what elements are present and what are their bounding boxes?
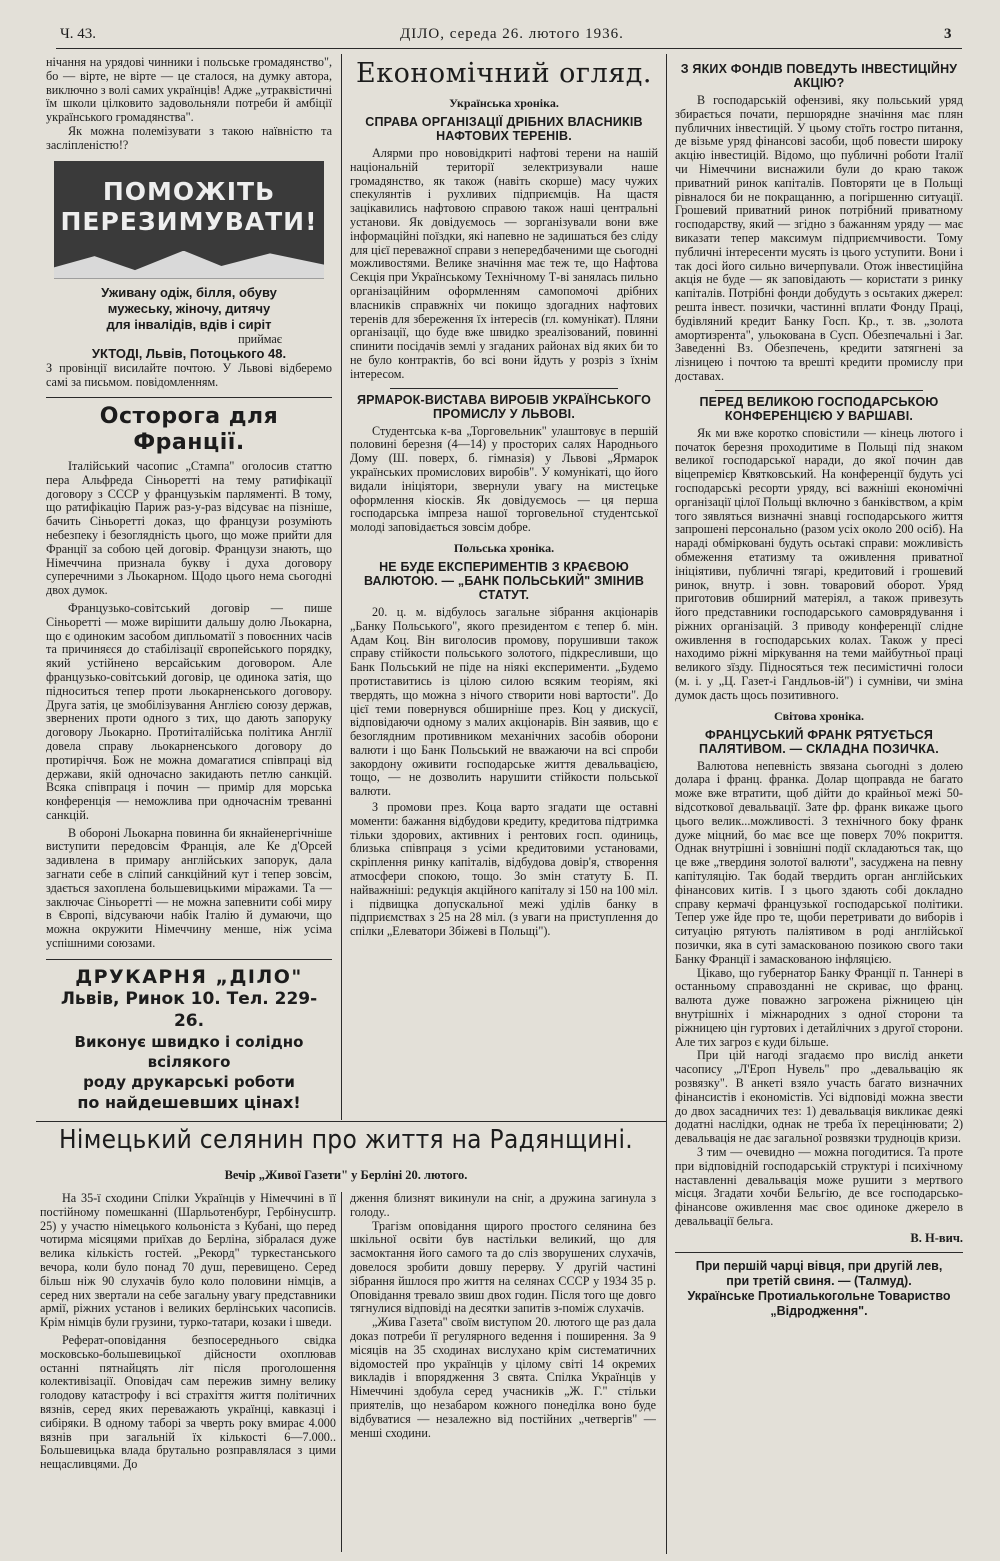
investment-funds-headline: З ЯКИХ ФОНДІВ ПОВЕДУТЬ ІНВЕСТИЦІЙНУ АКЦІЮ? <box>680 62 958 90</box>
german-peasant-p5: „Жива Газета" своїм виступом 20. лютого ще раз дала доказ потреби її регулярного ведення і поширення. За 9 місяців на 35 сходинах вислухано крім систематичних відомостей про українців у цілому світі 14 окремих викладів і впорядження 3 свята. Спілка Українців у Німеччині здобула серед учасників „Ж. Г." стільки приятелів, що незабаром кожного понеділка воно буде відбуватися — незалежно від постійних „четвергів" — менші сходини. <box>350 1315 656 1440</box>
ad-line-2: мужеську, жіночу, дитячу <box>107 300 271 316</box>
german-peasant-p3: дження близнят викинули на сніг, а дружина загинула з голоду.. <box>350 1192 656 1219</box>
french-franc-text: Валютова непевність звязана сьогодні з долею долара і франц. франка. Долар щоправда не багато може вже втратити, щоб дійти до крайньої межі 50-відсоткової девальвації. Зате фр. франк викаже цього цього велик...можливості. З технічного боку франк дуже міцний, бо має все ще поверх 70% покриття. Однак внутрішні і зовнішні події складаються так, що це вже „твердиня золотої валюти", засуджена на певну капітуляцію. Так бодай твердить орган англійських фінансових китів. І з цього здають собі докладно справу кермачі французької господарської політики. Тепер уже йде про те, щоби перетривати до виборів і ситуацію рятують паліятивом в роді англійської позички, яка в суті замаскованою позикою свого таки Банку Франції і замаскованою інфляцією. <box>675 758 963 966</box>
ad-line-6: З провінції висилайте почтою. У Львові відберемо самі за письмом. повідомленням. <box>46 361 332 390</box>
investment-funds-text: В господарській офензиві, яку польський уряд збирається почати, першорядне значіння має плян публичних інвестицій. У цьому стоїть гостро питання, де візьме уряд фінансові засоби, щоб повести широку акцію інвестицій. Відомо, що публичні роботи Італії чи Німеччини виснажили були до краю також приватний ринок капіталів. Повторяти це в Польщі рівналося би не покращанню, а погіршенню ситуації. Грошевий приватний ринок потрібний приватному господарству, який — згідно з бажанням уряду — має виказати тепер максимум підприємчивости. Тому публичні інтересенти мусять із цього уступити. Вони і так досі його сильно вичерпували. Отож інвестиційна акція не буде — як заповідають — користати з ринку капіталів. Потрібні фонди добудуть з осьтаких джерел: решта інвест. позички, частинні вплати Фонду Праці, будівляний кредит Банку Госп. Кр., т. зв. „золота амортизрента", ульокована в Сусп. Обезпечальні і Заг. Заведенні Вз. Обезпечень, кредити затягнені за лізницею і почтою та врешті кредити промислу при доставах. <box>675 93 963 383</box>
economic-conference-headline: ПЕРЕД ВЕЛИКОЮ ГОСПОДАРСЬКОЮ КОНФЕРЕНЦІЄЮ У ВАРШАВІ. <box>699 394 939 423</box>
french-franc-text-3: При цій нагоді згадаємо про вислід анкети часопису „Л'Ероп Нувель" про „девальвацію як розвязку". В анкеті взяло участь багато визначних фінансистів і економістів. Усі відповіді можна звести до двох засадничих тез: 1) девальвація викликає деякі додатні наслідки, однак не треба їх перецінювати; 2) девальвація не дає загальної розвязки трудноців кризи. <box>675 1048 963 1146</box>
oil-owners-text: Алярми про нововідкриті нафтові терени на нашій національній території зелектризували наше громадянство, як також (навіть скорше) масу чужих спекулянтів і рухливих підприємців. На щастя зацікавились нафтовою справою також наші центральні установи. Як довідуємось — зорганізували вони вже інформаційні поїздки, які напевно не задишаться без сліду для цієї переважної справи з непередбаченими ще сьогодні можливостями. Велике значіння має теж те, що Нафтова Секція при Українському Технічному Т-ві занялась пильно організаційним оформленням самопомочі дрібних власників справжніх чи покищо здогадних нафтових теренів для збереження їх інтересів (гл. комунікат). Пляни організації, що буде вже швидко зреалізований, повинні спинити посідачів землі у згаданих районах від яких би то не було контрактів, бо всі вони йдуть у розріз з їхнім інтересом. <box>350 146 658 381</box>
warning-france-p1: Італійський часопис „Стампа" оголосив статтю пера Альфреда Сіньоретті на тему ратифікації договору з СССР у французькім парляменті. В тому, що ратифікацію Париж раз-у-раз відсуває на пізніше, бачить Сіньоретті доказ, що французи розуміють небезпеку і безоглядність цього, що може прийти для Франції за собою цей договір. Французи знають, що Німеччина признала букву і духа договору суперечними з Льокарном. Щодо цього нема сьогодні двох думок. <box>46 458 332 598</box>
german-peasant-p1: На 35-ї сходини Спілки Українців у Німеччині в її постійному помешканні (Шарльотенбург, Гербінусштр. 25) у участю німецького кольоніста з Кубані, що перед чотирма місяцями приїхав до Берліна, зібралася дуже велика кількість гостей. „Рекорд" туркестанського вечора, коли було понад 70 душ, перевищено. Серед більш ніж 90 слухачів було коло половини німців, а серед них звертали на себе загальну увагу представники армії, ріжних установ і великих берлінських часописів. Крім німців були грузини, турко-татари, козаки і шведи. <box>40 1192 336 1330</box>
bank-polski-text: 20. ц. м. відбулось загальне зібрання акціонарів „Банку Польського", якого президентом є тепер б. мін. Адам Коц. Він вигoлосив промову, порушивши також справу стійкости польського золотого, підкресливши, що Банк Польський не піде на ніякі експерименти. „Будемо протиставитись із цілою силою всяким теоріям, які твердять, що можна з нічого створити нові вартости". До цієї теми повернувся обширніше през. Коц у дискусії, відповідаючи одному з малих акціонарів. Він заявив, що є безоглядним противником механічних засобів оборони валюти і що Банк Польський не вважаючи на всі спроби закордону оживити господарське життя девальвацією, тощо, — не дозволить нарушити стійкости польської валюти. <box>350 604 658 799</box>
warning-france-p2: Французько-совітський договір — пише Сіньоретті — може вирішити дальшу долю Льокарна, що є одиноким засобом дипльоматії з повоєнних часів та причиняєся до стабілізації європейського порядку, який устійнено версайським договором. Але французько-совітський договір, це одинока затія, що підноситься тепер проти льокарненського договору. Друга затія, це змобілізування Англією союзу держав, звернених проти одного з тих, що дають запоруку договору Льокарно. Протиіталійська політика Англії довела справу льокарненського договору до протиріччя. Бож не можна домагатися співпраці від держави, якій одночасно закидають петлю санкцій. Всяка співпраця і почин — примір для морська конференція — неможлива при одночаснім треванні санкцій. <box>46 600 332 822</box>
bottom-column-rule <box>341 1192 342 1552</box>
column-middle <box>350 58 658 1118</box>
ad-line-5: УКТОДІ, Львів, Потоцького 48. <box>91 346 287 362</box>
winter-help-banner <box>54 161 324 279</box>
divider <box>715 390 923 391</box>
bank-polski-headline: НЕ БУДЕ ЕКСПЕРИМЕНТІВ З КРАЄВОЮ ВАЛЮТОЮ. — „БАНК ПОЛЬСЬКИЙ" ЗМІНИВ СТАТУТ. <box>363 559 645 602</box>
print-line-1: ДРУКАРНЯ „ДІЛО" <box>75 965 303 988</box>
ad-line-1: Уживану одіж, білля, обуву <box>101 284 277 300</box>
ad-line-3: для інвалідів, вдів і сиріт <box>106 316 272 332</box>
german-peasant-p4: Трагізм оповідання щирого простого селянина без шкільної освіти був настільки великий, що для засмоктання його самого та до сліз зворушених слухачів, довелося зробити довшу перерву. У другій частині зібрання йшлося про життя на селянах СССР у 1934 35 р. Оповідання тревало звиш двох годин. Після того ще довго тягнулися відповіді на десятки запитів з-поміж слухачів. <box>350 1218 656 1316</box>
column-right <box>675 58 963 1558</box>
warning-france-headline: Осторога для Франції. <box>99 403 279 455</box>
article-tail-end: Як можна полемізувати з такою наївністю та засліпленістю!? <box>46 123 332 152</box>
banner-line-2: ПЕРЕЗИМУВАТИ! <box>60 206 318 236</box>
bottom-section-rule <box>36 1121 666 1122</box>
masthead: ДІЛО, середа 26. лютого 1936. <box>400 26 624 42</box>
section-polish-chronicle: Польська хроніка. <box>453 540 555 555</box>
french-franc-text-4: З тим — очевидно — можна погодитися. Та проте при відповідній господарській структурі і психічному наставленні девальвація може рушити з мертвого місця. Згадати хочби Бельгію, де все господарсько-фінансове оживлення має своє одиноке джерело в девальвації бельга. <box>675 1144 963 1228</box>
economic-conference-text: Як ми вже коротко сповістили — кінець лютого і початок березня проходитиме в Польщі під знаком великої господарської наради, до якої почин дав віцепремієр Квятковський. На конференції будуть усі господарські ресорти уряду, всі важніші економічні організації цілої Польщі включно з банківством, а крім того зявляться визначні знавці господарського життя запрошені персонально (разом усіх около 200 осіб). На нараді обмірковані будуть осьтакі справи: можливість обмеження етатизму та оживлення приватної ініціятиви, публичні тягарі, кредитовий і грошевий ринок, внутр. і зовн. товаровий оборот. Уряд приготовив обширний матеріял, а також привезуть його представники господарського самоврядування і ріжних організацій. З приводу конференції слідне оживлення в господарських колах. Також у пресі находимо ріжні міркування на теми майбутньої праці великого зїзду. Підносяться теж песимістичні голоси (м. і. у „Ц. Газет-і Гандльов-ій") і сумніви, чи зміна думок дасть щось позитивного. <box>675 425 963 702</box>
german-peasant-p2: Реферат-оповідання безпосереднього свідка московсько-большевицької дійсности охоплював останні пятнайцять літ після проголошення колективізації. Оповідач сам пережив зимну велику голодову катастрофу і всі страхіття життя політичних вязнів, серед яких переважають українці, кавказці і сибіряки. В одному таборі за чверть року вмирає 4.000 вязнів при загальній їх кількості 6—7.000.. Большевицька влада брутально розправлялася з цими нещасливцями. До <box>40 1332 336 1472</box>
banner-line-1: ПОМОЖІТЬ <box>102 176 276 206</box>
section-ukrainian-chronicle: Українська хроніка. <box>449 96 559 110</box>
divider <box>390 388 618 389</box>
print-line-3: Виконує швидко і солідно всілякого <box>74 1032 304 1071</box>
warning-france-p3: В обороні Льокарна повинна би якнайенергічніше виступити передовсім Франція, але Ке д'Орсей задивлена в примару англійських запорук, дала загнати себе в сліпий санкційний кут і тепер зовсім, здається захоплена большевицькими міражами. Та — заключає Сіньоретті — не можна запевнити собі миру в Європі, відсуваючи набік Італію й думаючи, що можна окружити Німеччину менше, ніж усіма успішними союзами. <box>46 825 332 951</box>
author-signature: В. Н-вич. <box>910 1230 963 1245</box>
snow-illustration <box>54 251 324 279</box>
header-rule <box>56 48 962 49</box>
talmud-line-4: „Відродження". <box>770 1303 868 1318</box>
section-world-chronicle: Світова хроніка. <box>773 708 865 723</box>
column-rule-2 <box>666 54 667 1554</box>
page-number: Ч. 43. <box>60 26 96 42</box>
page-right-number: 3 <box>944 26 952 42</box>
print-line-5: по найдешевших цінах! <box>77 1092 301 1112</box>
print-ad-rule <box>46 959 332 960</box>
print-line-4: роду друкарські роботи <box>83 1072 295 1091</box>
print-line-2: Львів, Ринок 10. Тел. 229-26. <box>60 988 318 1031</box>
ad-line-4: приймає <box>238 331 282 346</box>
bottom-col-left <box>40 1192 336 1552</box>
bottom-col-right <box>350 1192 656 1552</box>
german-peasant-headline: Німецький селянин про життя на Радянщині. <box>59 1125 633 1155</box>
winter-help-ad <box>46 161 332 390</box>
german-peasant-subtitle: Вечір „Живої Газети" у Берліні 20. лютого. <box>224 1168 468 1182</box>
economic-review-title: Економічний огляд. <box>356 58 652 89</box>
french-franc-headline: ФРАНЦУСЬКИЙ ФРАНК РЯТУЄТЬСЯ ПАЛЯТИВОМ. — СКЛАДНА ПОЗИЧКА. <box>699 727 939 756</box>
column-rule-1 <box>341 54 342 1120</box>
fair-exhibition-headline: ЯРМАРОК-ВИСТАВА ВИРОБІВ УКРАЇНСЬКОГО ПРОМИСЛУ У ЛЬВОВІ. <box>356 392 651 421</box>
oil-owners-headline: СПРАВА ОРГАНІЗАЦІЇ ДРІБНИХ ВЛАСНИКІВ НАФТОВИХ ТЕРЕНІВ. <box>365 115 643 143</box>
talmud-line-1: При першій чарці вівця, при другій лев, <box>695 1258 943 1273</box>
column-left <box>46 56 332 1118</box>
talmud-rule <box>675 1252 963 1253</box>
talmud-line-3: Українське Протиалькогольне Товариство <box>687 1288 951 1303</box>
ad-rule <box>46 397 332 398</box>
fair-exhibition-text: Студентська к-ва „Торговельник" улаштовує в першій половині березня (4—14) у просторих салях Народнього Дому (Ш. поверх, б. гімназія) у Львові „Ярмарок українських промислових виробів". У комунікаті, що його видали ініціятори, звернули увагу на мистецьке оформлення кіосків. Як довідуємось — ця перша господарська імпреза нашої торговельної студентської молоді заповідається зовсім добре. <box>350 423 658 535</box>
talmud-line-2: при третій свиня. — (Талмуд). <box>726 1273 912 1288</box>
bank-polski-text-2: З промови през. Коца варто згадати ще оставні моменти: бажання відбудови кредиту, кредитова підтримка тільки здорових, активних і рентових госп. одиниць, близька співпраця з усіми кредитовими установами, скріплення ринку капіталів, відбудова довір'я, створення атмосфери спокою, тощо. Зо змін статуту Б. П. найважніші: редукція акційного капіталу зі 150 на 100 міл. і підвищка допускальної межі уділів банку в підприємствах з 25 на 28 міл. (з уваги на приступлення до спілки „Елеватори Збіжеві в Польщі"). <box>350 800 658 939</box>
french-franc-text-2: Цікаво, що губернатор Банку Франції п. Таннері в останньому справозданні не скриває, що франц. валюта дуже поважно загрожена ріжницею цін внутрішніх і міжнародних з одної сторони та ріжницею цін гуртових і детайлічних з другої сторони. Але тих загроз є куди більше. <box>675 965 963 1049</box>
article-tail: нічання на урядові чинники і польське громадянство", бо — вірте, не вірте — це сталося, на думку автора, виключно з волі самих українців! Адже „утраквістичні їм школи цілковито задовольняли потреби й амбіції українського громадянства". <box>46 56 332 125</box>
printing-house-ad <box>46 966 332 1114</box>
